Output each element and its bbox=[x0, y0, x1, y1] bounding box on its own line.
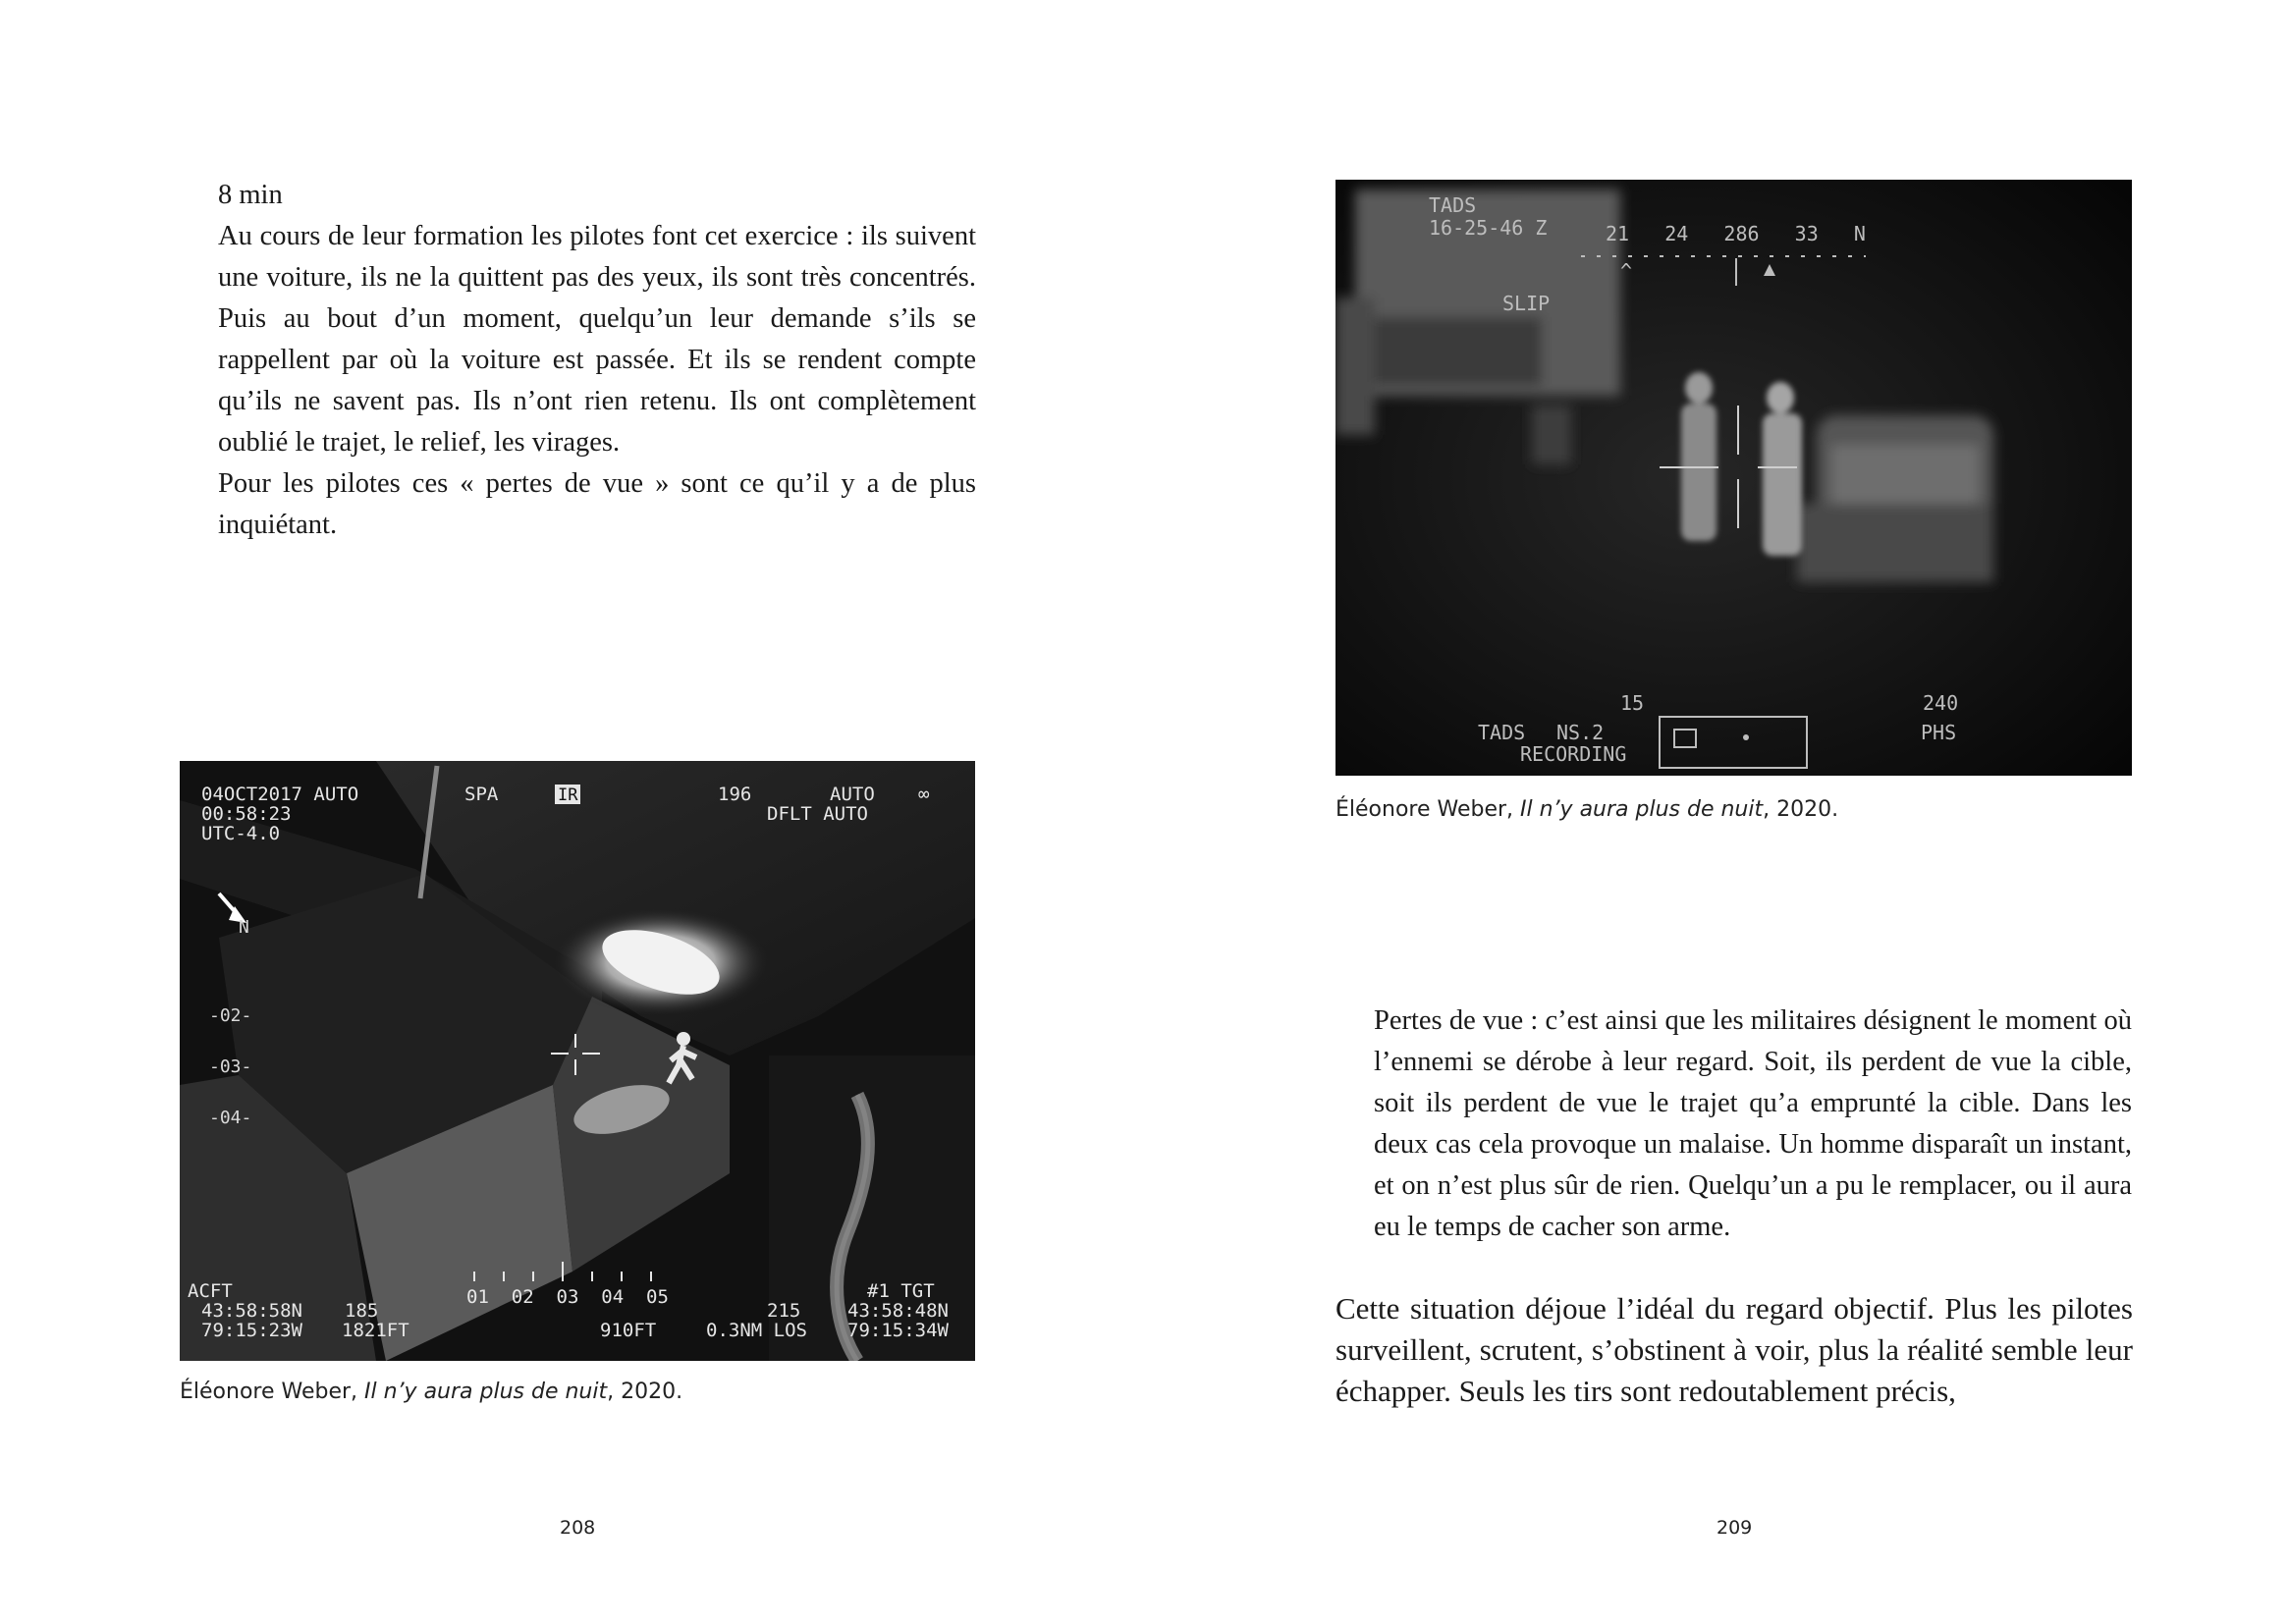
caption-author: Éléonore Weber, bbox=[180, 1380, 365, 1404]
van-shape bbox=[1797, 415, 1993, 582]
hud-scale-03: -03- bbox=[209, 1056, 252, 1077]
hud-tads-top: TADS bbox=[1429, 193, 1477, 217]
hud-heading: 196 bbox=[718, 784, 752, 805]
hud-ticks: 01 02 03 04 05 bbox=[466, 1286, 669, 1308]
hud-alt: 1821FT bbox=[342, 1320, 409, 1341]
hud-scale-04: -04- bbox=[209, 1108, 252, 1128]
hud-range: 0.3NM LOS bbox=[706, 1320, 807, 1341]
hud-infinity: ∞ bbox=[918, 784, 930, 805]
caption-year: , 2020. bbox=[607, 1380, 683, 1404]
thermal-night-image bbox=[1335, 180, 2132, 776]
hud-compass: 21 24 286 33 N bbox=[1606, 222, 1866, 245]
hud-lat-right: 43:58:48N bbox=[847, 1300, 949, 1322]
hud-north: N bbox=[239, 917, 249, 938]
page-number-left: 208 bbox=[560, 1517, 596, 1539]
hud-scale-02: -02- bbox=[209, 1005, 252, 1026]
hud-spa: SPA bbox=[464, 784, 499, 805]
hud-lon-right: 79:15:34W bbox=[847, 1320, 949, 1341]
hud-recording: RECORDING bbox=[1520, 742, 1627, 766]
left-paragraph-1: Au cours de leur formation les pilotes font cet exercice : ils suivent une voiture, ils ne la quittent pas des yeux, ils sont très concentrés. Puis au bout d’un moment, quelqu’un leur demande s’ils se rappellent par où la voiture est passée. Et ils se rendent compte qu’ils ne savent pas. Ils n’ont rien retenu. Ils ont complètement oublié le trajet, le relief, les virages. bbox=[218, 221, 976, 458]
duration-label: 8 min bbox=[218, 180, 283, 210]
hud-lat-left: 43:58:58N bbox=[201, 1300, 302, 1322]
hud-date: 04OCT2017 AUTO bbox=[201, 784, 359, 805]
hud-ns: NS.2 bbox=[1556, 721, 1605, 744]
hud-dflt: DFLT AUTO bbox=[767, 803, 868, 825]
hud-dist: 910FT bbox=[600, 1320, 657, 1341]
hud-val-240: 240 bbox=[1923, 691, 1959, 715]
caption-title: Il n’y aura plus de nuit bbox=[1520, 797, 1764, 822]
hud-time: 16-25-46 Z bbox=[1429, 216, 1548, 240]
hud-ir: IR bbox=[558, 785, 578, 805]
right-paragraph-2: Cette situation déjoue l’idéal du regard objectif. Plus les pilotes surveillent, scrutent, s’obstinent à voir, plus la réalité semble leur échapper. Seuls les tirs sont redoutablement précis, bbox=[1335, 1291, 2133, 1408]
hud-tads-bottom: TADS bbox=[1478, 721, 1526, 744]
hud-val-215: 215 bbox=[767, 1300, 801, 1322]
hud-slip: SLIP bbox=[1502, 292, 1551, 315]
right-photo-caption bbox=[1335, 797, 1838, 822]
caption-title: Il n’y aura plus de nuit bbox=[364, 1380, 608, 1404]
page-number-right: 209 bbox=[1717, 1517, 1753, 1539]
caption-author: Éléonore Weber, bbox=[1335, 797, 1521, 822]
hud-utc: UTC-4.0 bbox=[201, 823, 281, 844]
right-paragraph-1: Pertes de vue : c’est ainsi que les militaires désignent le moment où l’ennemi se dérobe à leur regard. Soit, ils perdent de vue la cible, soit ils perdent de vue le trajet qu’a emprunté la cible. Dans les deux cas cela provoque un malaise. Un homme disparaît un instant, et on n’est plus sûr de rien. Quelqu’un a pu le remplacer, ou il aura eu le temps de cacher son arme. bbox=[1374, 1005, 2132, 1242]
hud-phs: PHS bbox=[1921, 721, 1957, 744]
left-paragraph-2: Pour les pilotes ces « pertes de vue » sont ce qu’il y a de plus inquiétant. bbox=[218, 468, 976, 540]
hud-caret: ^ bbox=[1620, 259, 1633, 283]
hud-auto: AUTO bbox=[830, 784, 875, 805]
hud-acft: ACFT bbox=[188, 1280, 233, 1302]
hud-val-185: 185 bbox=[345, 1300, 379, 1322]
hud-time: 00:58:23 bbox=[201, 803, 292, 825]
caption-year: , 2020. bbox=[1763, 797, 1839, 822]
thermal-night-photo bbox=[1335, 180, 2132, 776]
hud-tgt: #1 TGT bbox=[867, 1280, 935, 1302]
hud-lon-left: 79:15:23W bbox=[201, 1320, 302, 1341]
hud-val-15: 15 bbox=[1620, 691, 1645, 715]
